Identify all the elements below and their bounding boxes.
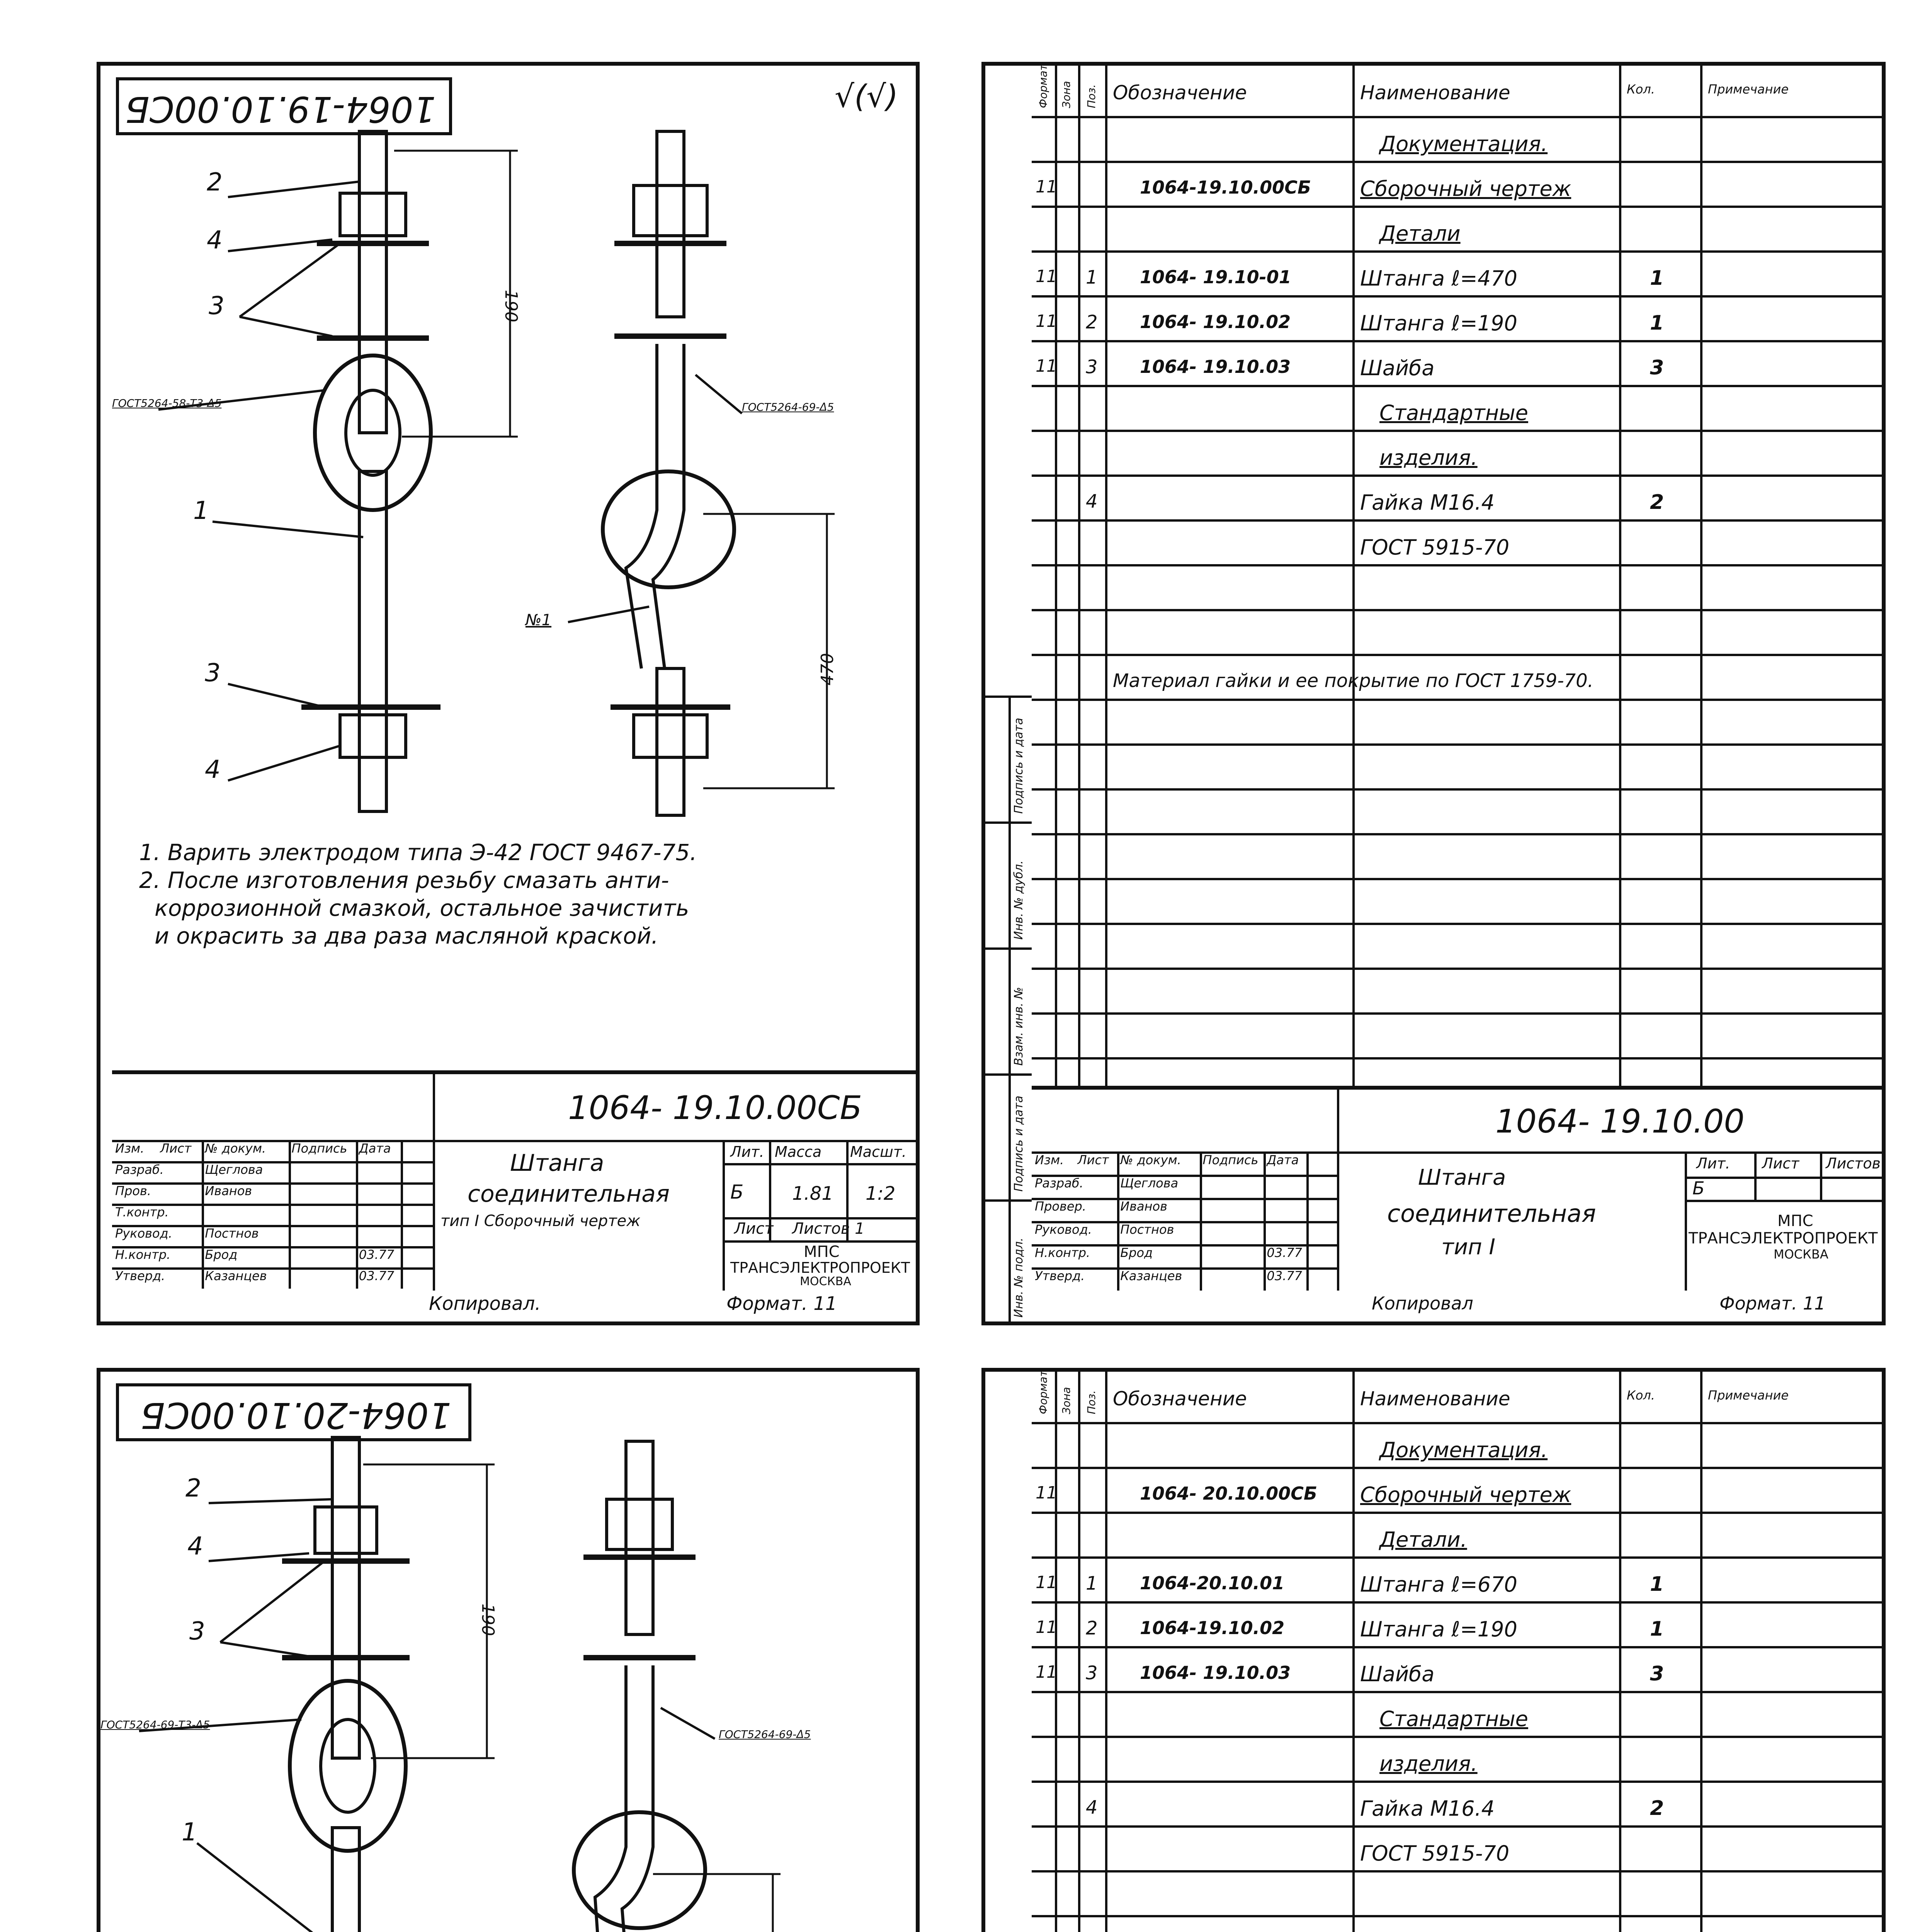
grid-line xyxy=(1078,66,1080,1086)
grid-line xyxy=(1032,968,1886,970)
name-cell: ГОСТ 5915-70 xyxy=(1360,1841,1510,1866)
grid-line xyxy=(1032,474,1886,477)
note-line: и окрасить за два раза масляной краской. xyxy=(155,923,658,949)
signature-cell: Разраб. xyxy=(115,1162,164,1177)
name-cell: Шайба xyxy=(1360,1662,1435,1686)
spec-org-1: МПС xyxy=(1777,1212,1813,1230)
quantity-cell: 1 xyxy=(1650,311,1664,335)
org-3: МОСКВА xyxy=(800,1275,851,1288)
name-cell: изделия. xyxy=(1379,446,1478,470)
grid-line xyxy=(112,1182,433,1185)
grid-line xyxy=(1032,250,1886,253)
grid-line xyxy=(1032,1467,1886,1469)
grid-line xyxy=(1032,1012,1886,1015)
column-header: Обозначение xyxy=(1113,82,1247,104)
assembly-drawing-bottom xyxy=(100,1372,923,1932)
grid-line xyxy=(1032,1512,1886,1514)
grid-line xyxy=(1032,1736,1886,1738)
position-cell: 4 xyxy=(1086,1797,1098,1818)
part-label-3b: 3 xyxy=(205,659,221,687)
signature-cell: Руковод. xyxy=(1035,1222,1092,1237)
spec-org-2: ТРАНСЭЛЕКТРОПРОЕКТ xyxy=(1689,1230,1878,1247)
signature-cell: Пров. xyxy=(115,1184,151,1198)
signature-cell: Казанцев xyxy=(1120,1269,1182,1283)
grid-line xyxy=(1619,1372,1621,1932)
grid-line xyxy=(1619,66,1621,1086)
signature-cell: Брод xyxy=(205,1247,238,1262)
grid-line xyxy=(1032,161,1886,163)
name-cell: Детали xyxy=(1379,221,1461,246)
weld-note-left: ГОСТ5264-69-Т3-Δ5 xyxy=(100,1718,210,1731)
designation-cell: 1064-19.10.02 xyxy=(1140,1617,1285,1638)
part-label-4b: 4 xyxy=(205,755,221,784)
mass-header: Масса xyxy=(775,1143,822,1160)
designation-cell: 1064-19.10.00СБ xyxy=(1140,177,1311,198)
name-cell: Штанга ℓ=670 xyxy=(1360,1572,1517,1597)
grid-line xyxy=(1055,1372,1057,1932)
grid-line xyxy=(1032,743,1886,746)
grid-line xyxy=(1032,1691,1886,1693)
quantity-cell: 1 xyxy=(1650,267,1664,290)
signature-cell: Иванов xyxy=(205,1184,252,1198)
grid-line xyxy=(985,947,1032,950)
spec-sheet-header: Лист xyxy=(1762,1155,1799,1172)
position-cell: 4 xyxy=(1086,491,1098,512)
format-cell: 11 xyxy=(1036,356,1057,376)
spec-title-name-1: Штанга xyxy=(1418,1165,1506,1190)
part-label-1: 1 xyxy=(193,497,209,525)
designation-cell: 1064- 19.10-01 xyxy=(1140,267,1291,287)
grid-line xyxy=(1032,519,1886,522)
grid-line xyxy=(1009,696,1011,1325)
scale-value: 1:2 xyxy=(866,1183,896,1204)
grid-line xyxy=(1055,66,1057,1086)
header-cell: Изм. xyxy=(115,1141,145,1156)
spec-lit-value: Б xyxy=(1692,1178,1705,1199)
header-cell: Лист xyxy=(160,1141,192,1156)
grid-line xyxy=(1032,1422,1886,1424)
format-cell: 11 xyxy=(1036,177,1057,197)
note-line: 1. Варить электродом типа Э-42 ГОСТ 9467-75. xyxy=(139,839,697,866)
grid-line xyxy=(202,1140,204,1289)
column-header: Зона xyxy=(1060,1387,1073,1414)
designation-cell: 1064- 19.10.03 xyxy=(1140,356,1291,377)
signature-cell: Постнов xyxy=(1120,1222,1174,1237)
spec-sheet-bottom xyxy=(981,1368,1886,1932)
nut-bottom xyxy=(340,715,406,757)
title-name-3: тип I Сборочный чертеж xyxy=(440,1212,641,1230)
grid-line xyxy=(1032,923,1886,925)
position-cell: 1 xyxy=(1086,267,1098,288)
spec-sheet-top xyxy=(981,62,1886,1325)
part-label-4: 4 xyxy=(187,1532,203,1561)
name-cell: Сборочный чертеж xyxy=(1360,177,1571,201)
header-cell: Лист xyxy=(1077,1153,1109,1167)
side-label: Инв. № дубл. xyxy=(1012,860,1026,940)
spec-title-name-2: соединительная xyxy=(1387,1199,1596,1228)
title-code: 1064- 19.10.00СБ xyxy=(568,1089,862,1127)
grid-line xyxy=(985,1073,1032,1076)
weld-note-right: ГОСТ5264-69-Δ5 xyxy=(742,401,834,413)
header-cell: Подпись xyxy=(1202,1153,1259,1167)
copied-label: Копировал. xyxy=(429,1293,541,1315)
signature-cell: Н.контр. xyxy=(1035,1245,1090,1260)
lit-header: Лит. xyxy=(730,1143,764,1160)
spec-org-3: МОСКВА xyxy=(1774,1247,1828,1262)
sheet-label: Лист xyxy=(734,1220,774,1238)
nut-top xyxy=(340,193,406,236)
column-header: Поз. xyxy=(1085,84,1098,108)
part-label-3: 3 xyxy=(189,1617,205,1646)
part-label-3: 3 xyxy=(209,292,224,320)
header-cell: № докум. xyxy=(205,1141,266,1156)
grid-line xyxy=(1032,340,1886,342)
name-cell: Штанга ℓ=190 xyxy=(1360,1617,1517,1641)
side-label: Подпись и дата xyxy=(1012,1095,1026,1192)
grid-line xyxy=(1105,66,1107,1086)
column-header: Поз. xyxy=(1085,1390,1098,1414)
signature-cell: 03.77 xyxy=(359,1269,395,1283)
signature-cell: 03.77 xyxy=(1267,1245,1302,1260)
spec-lit-header: Лит. xyxy=(1696,1155,1730,1172)
header-cell: Изм. xyxy=(1035,1153,1064,1167)
spec-table xyxy=(1032,1372,1886,1932)
signature-cell: Иванов xyxy=(1120,1199,1167,1214)
format-label: Формат. 11 xyxy=(726,1293,837,1315)
designation-cell: 1064- 19.10.03 xyxy=(1140,1662,1291,1683)
grid-line xyxy=(985,1199,1032,1202)
side-label: Подпись и дата xyxy=(1012,718,1026,814)
column-header: Формат xyxy=(1037,1370,1049,1414)
weld-number: №1 xyxy=(526,611,552,629)
lit-value: Б xyxy=(730,1181,744,1203)
grid-line xyxy=(289,1140,291,1289)
part-label-2: 2 xyxy=(207,168,223,197)
note-line: коррозионной смазкой, остальное зачистить xyxy=(155,895,689,921)
spec-format: Формат. 11 xyxy=(1719,1293,1826,1314)
quantity-cell: 2 xyxy=(1650,1797,1664,1820)
designation-cell: 1064- 20.10.00СБ xyxy=(1140,1483,1317,1504)
grid-line xyxy=(1032,788,1886,791)
signature-cell: Разраб. xyxy=(1035,1176,1083,1190)
quantity-cell: 3 xyxy=(1650,356,1664,379)
grid-line xyxy=(1032,1556,1886,1559)
quantity-cell: 2 xyxy=(1650,491,1664,514)
signature-cell: Казанцев xyxy=(205,1269,267,1283)
format-cell: 11 xyxy=(1036,311,1057,331)
column-header: Кол. xyxy=(1627,82,1655,97)
position-cell: 2 xyxy=(1086,311,1098,333)
grid-line xyxy=(1032,1915,1886,1917)
grid-line xyxy=(1032,1646,1886,1648)
grid-line xyxy=(1078,1372,1080,1932)
mass-value: 1.81 xyxy=(792,1183,833,1204)
grid-line xyxy=(1032,564,1886,566)
name-cell: Гайка М16.4 xyxy=(1360,490,1495,515)
grid-line xyxy=(1032,295,1886,298)
name-cell: Стандартные xyxy=(1379,401,1528,425)
grid-line xyxy=(1105,1372,1107,1932)
signature-cell: Щеглова xyxy=(1120,1176,1179,1190)
sheets-label: Листов 1 xyxy=(792,1220,865,1238)
designation-cell: 1064-20.10.01 xyxy=(1140,1573,1285,1594)
name-cell: Штанга ℓ=470 xyxy=(1360,266,1517,291)
grid-line xyxy=(1200,1151,1202,1291)
name-cell: Штанга ℓ=190 xyxy=(1360,311,1517,335)
grid-line xyxy=(1352,66,1355,1086)
surface-finish-mark: √(√) xyxy=(835,78,898,114)
header-cell: Дата xyxy=(1267,1153,1299,1167)
scale-header: Масшт. xyxy=(850,1143,906,1160)
quantity-cell: 1 xyxy=(1650,1573,1664,1596)
spec-title-name-3: тип I xyxy=(1441,1235,1495,1260)
dim-470: 470 xyxy=(817,653,837,685)
column-header: Обозначение xyxy=(1113,1388,1247,1410)
drawing-sheet-bottom xyxy=(97,1368,920,1932)
note-line: 2. После изготовления резьбу смазать анти- xyxy=(139,867,669,893)
signature-cell: Т.контр. xyxy=(115,1205,169,1219)
column-header: Зона xyxy=(1060,81,1073,108)
header-cell: № докум. xyxy=(1120,1153,1181,1167)
format-cell: 11 xyxy=(1036,1662,1057,1682)
grid-line xyxy=(401,1140,403,1289)
drawing-sheet-top xyxy=(97,62,920,1325)
title-name-2: соединительная xyxy=(468,1180,670,1208)
column-header: Примечание xyxy=(1708,82,1789,97)
grid-line xyxy=(1264,1151,1266,1291)
position-cell: 1 xyxy=(1086,1573,1098,1594)
position-cell: 2 xyxy=(1086,1617,1098,1639)
grid-line xyxy=(1032,878,1886,880)
format-cell: 11 xyxy=(1036,267,1057,286)
weld-note-right: ГОСТ5264-69-Δ5 xyxy=(719,1728,811,1741)
side-label: Инв. № подл. xyxy=(1012,1238,1026,1318)
column-header: Кол. xyxy=(1627,1388,1655,1403)
grid-line xyxy=(1032,1601,1886,1604)
grid-line xyxy=(1032,1057,1886,1060)
part-label-2: 2 xyxy=(185,1474,201,1503)
org-1: МПС xyxy=(804,1243,840,1261)
position-cell: 3 xyxy=(1086,1662,1098,1684)
side-stamp xyxy=(985,696,1032,1325)
format-cell: 11 xyxy=(1036,1617,1057,1637)
grid-line xyxy=(1032,654,1886,656)
org-2: ТРАНСЭЛЕКТРОПРОЕКТ xyxy=(730,1259,910,1276)
grid-line xyxy=(1032,1825,1886,1828)
rod-lower xyxy=(359,471,386,811)
name-cell: Документация. xyxy=(1379,1438,1548,1462)
spec-table xyxy=(1032,66,1886,1086)
name-cell: Детали. xyxy=(1379,1527,1467,1552)
grid-line xyxy=(1032,385,1886,387)
part-label-1: 1 xyxy=(182,1818,197,1847)
signature-cell: Утверд. xyxy=(1035,1269,1085,1283)
grid-line xyxy=(1032,1781,1886,1783)
signature-cell: Постнов xyxy=(205,1226,259,1241)
grid-line xyxy=(985,696,1032,698)
signature-cell: 03.77 xyxy=(1267,1269,1302,1283)
spec-title-code: 1064- 19.10.00 xyxy=(1495,1102,1745,1140)
grid-line xyxy=(1032,206,1886,208)
name-cell: Шайба xyxy=(1360,356,1435,380)
column-header: Примечание xyxy=(1708,1388,1789,1403)
name-cell: Гайка М16.4 xyxy=(1360,1796,1495,1821)
name-cell: изделия. xyxy=(1379,1752,1478,1776)
grid-line xyxy=(1117,1151,1119,1291)
position-cell: 3 xyxy=(1086,356,1098,378)
name-cell: ГОСТ 5915-70 xyxy=(1360,535,1510,560)
header-cell: Дата xyxy=(359,1141,391,1156)
signature-cell: Руковод. xyxy=(115,1226,172,1241)
signature-cell: Н.контр. xyxy=(115,1247,171,1262)
grid-line xyxy=(1306,1151,1309,1291)
notes-top xyxy=(139,838,697,950)
spec-title-block xyxy=(1032,1086,1886,1291)
rod-upper xyxy=(359,131,386,433)
rotated-code: 1064-20.10.00СБ xyxy=(140,1395,451,1436)
grid-line xyxy=(1032,699,1886,701)
column-header: Формат xyxy=(1037,64,1049,108)
spec-sheets-header: Листов xyxy=(1826,1155,1881,1172)
grid-line xyxy=(1032,833,1886,835)
part-label-4: 4 xyxy=(207,226,223,255)
side-label: Взам. инв. № xyxy=(1012,987,1026,1066)
material-note: Материал гайки и ее покрытие по ГОСТ 1759-70. xyxy=(1113,670,1594,692)
name-cell: Документация. xyxy=(1379,132,1548,156)
title-block xyxy=(112,1070,920,1291)
quantity-cell: 3 xyxy=(1650,1662,1664,1685)
format-cell: 11 xyxy=(1036,1573,1057,1592)
signature-cell: Щеглова xyxy=(205,1162,263,1177)
spec-copied: Копировал xyxy=(1372,1293,1473,1314)
grid-line xyxy=(1700,1372,1702,1932)
weld-note-left: ГОСТ5264-58-Т3-Δ5 xyxy=(112,397,222,410)
column-header: Наименование xyxy=(1360,82,1510,104)
dim-190: 190 xyxy=(478,1604,498,1636)
format-cell: 11 xyxy=(1036,1483,1057,1503)
quantity-cell: 1 xyxy=(1650,1617,1664,1641)
grid-line xyxy=(1700,66,1702,1086)
eye-side xyxy=(603,471,734,587)
designation-cell: 1064- 19.10.02 xyxy=(1140,311,1291,332)
rotated-code: 1064-19.10.00СБ xyxy=(125,88,436,130)
header-cell: Подпись xyxy=(291,1141,347,1156)
grid-line xyxy=(356,1140,358,1289)
name-cell: Стандартные xyxy=(1379,1707,1528,1731)
grid-line xyxy=(985,821,1032,824)
assembly-drawing-top xyxy=(100,66,923,838)
title-name-1: Штанга xyxy=(510,1150,604,1177)
grid-line xyxy=(1352,1372,1355,1932)
signature-cell: Брод xyxy=(1120,1245,1153,1260)
signature-cell: Провер. xyxy=(1035,1199,1086,1214)
dim-190: 190 xyxy=(501,290,521,322)
grid-line xyxy=(1032,430,1886,432)
grid-line xyxy=(1032,1870,1886,1872)
signature-cell: Утверд. xyxy=(115,1269,165,1283)
grid-line xyxy=(1032,609,1886,611)
name-cell: Сборочный чертеж xyxy=(1360,1483,1571,1507)
signature-cell: 03.77 xyxy=(359,1247,395,1262)
column-header: Наименование xyxy=(1360,1388,1510,1410)
grid-line xyxy=(1032,116,1886,118)
